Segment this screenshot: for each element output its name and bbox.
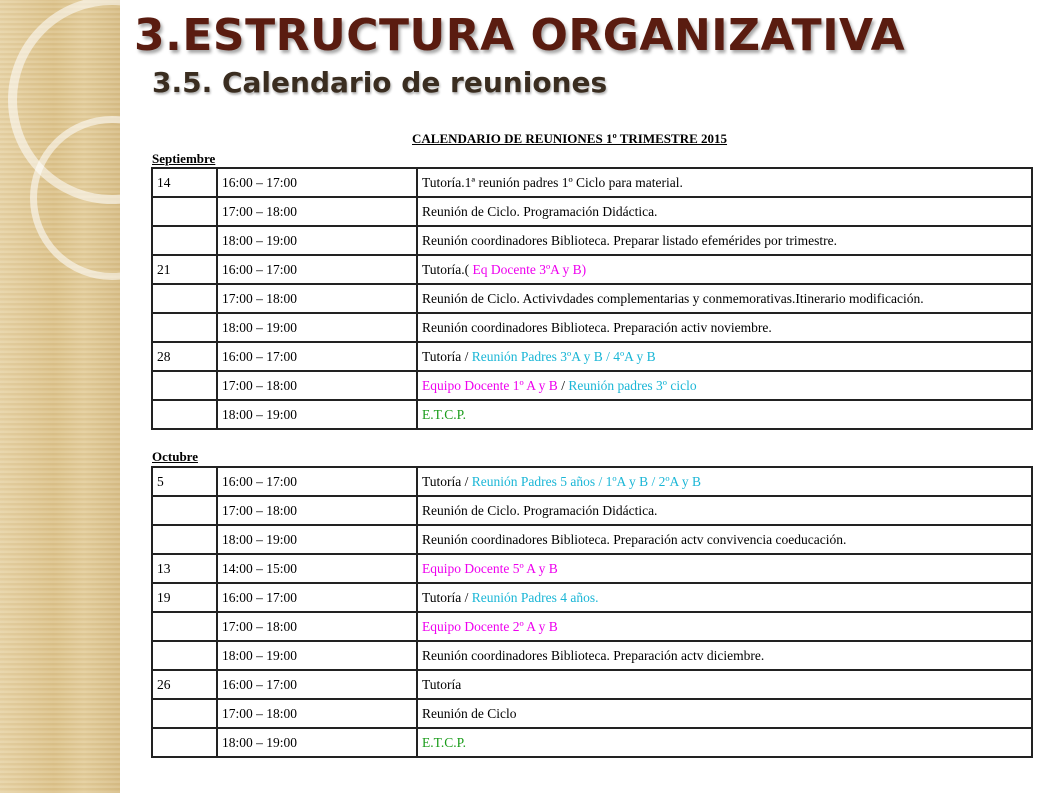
description-text: / bbox=[557, 377, 569, 393]
table-row bbox=[152, 342, 1032, 371]
day-cell: 5 bbox=[152, 467, 217, 496]
description-text: Reunión coordinadores Biblioteca. Preparación actv convivencia coeducación. bbox=[422, 531, 847, 547]
day-cell bbox=[152, 525, 217, 554]
slide-titles bbox=[134, 10, 905, 100]
time-cell: 17:00 – 18:00 bbox=[217, 612, 417, 641]
description-text: Equipo Docente 5º A y B bbox=[422, 560, 558, 576]
description-cell bbox=[417, 226, 1032, 255]
table-row bbox=[152, 670, 1032, 699]
description-text: Reunión coordinadores Biblioteca. Preparación activ noviembre. bbox=[422, 319, 772, 335]
table-row bbox=[152, 496, 1032, 525]
time-cell: 16:00 – 17:00 bbox=[217, 168, 417, 197]
time-cell: 16:00 – 17:00 bbox=[217, 467, 417, 496]
table-row bbox=[152, 612, 1032, 641]
day-cell: 19 bbox=[152, 583, 217, 612]
table-row bbox=[152, 699, 1032, 728]
description-cell bbox=[417, 583, 1032, 612]
table-row bbox=[152, 197, 1032, 226]
table-row bbox=[152, 226, 1032, 255]
description-cell bbox=[417, 525, 1032, 554]
table-row bbox=[152, 525, 1032, 554]
description-cell bbox=[417, 699, 1032, 728]
september-table bbox=[151, 167, 1033, 430]
day-cell: 13 bbox=[152, 554, 217, 583]
day-cell bbox=[152, 226, 217, 255]
description-text: Eq Docente 3ºA y B) bbox=[472, 261, 587, 277]
description-text: Tutoría.1ª reunión padres 1º Ciclo para material. bbox=[422, 174, 683, 190]
description-text: Reunión de Ciclo bbox=[422, 705, 517, 721]
month-label-octubre: Octubre bbox=[152, 449, 198, 464]
table-row bbox=[152, 583, 1032, 612]
time-cell: 17:00 – 18:00 bbox=[217, 371, 417, 400]
description-text: Equipo Docente 1º A y B bbox=[422, 377, 558, 393]
time-cell: 18:00 – 19:00 bbox=[217, 400, 417, 429]
description-cell bbox=[417, 400, 1032, 429]
description-cell bbox=[417, 728, 1032, 757]
table-row bbox=[152, 168, 1032, 197]
description-text: E.T.C.P. bbox=[422, 406, 467, 422]
table-row bbox=[152, 255, 1032, 284]
day-cell bbox=[152, 400, 217, 429]
day-cell bbox=[152, 699, 217, 728]
description-cell bbox=[417, 284, 1032, 313]
description-text: Tutoría / bbox=[422, 473, 472, 489]
description-text: E.T.C.P. bbox=[422, 734, 467, 750]
description-text: Reunión coordinadores Biblioteca. Preparar listado efemérides por trimestre. bbox=[422, 232, 837, 248]
time-cell: 17:00 – 18:00 bbox=[217, 699, 417, 728]
description-cell bbox=[417, 496, 1032, 525]
october-table bbox=[151, 466, 1033, 758]
description-cell bbox=[417, 670, 1032, 699]
table-row bbox=[152, 641, 1032, 670]
day-cell bbox=[152, 284, 217, 313]
table-row bbox=[152, 371, 1032, 400]
day-cell bbox=[152, 197, 217, 226]
day-cell: 21 bbox=[152, 255, 217, 284]
time-cell: 18:00 – 19:00 bbox=[217, 728, 417, 757]
day-cell: 14 bbox=[152, 168, 217, 197]
description-text: Reunión de Ciclo. Programación Didáctica. bbox=[422, 203, 658, 219]
table-row bbox=[152, 554, 1032, 583]
time-cell: 18:00 – 19:00 bbox=[217, 226, 417, 255]
description-cell bbox=[417, 467, 1032, 496]
time-cell: 16:00 – 17:00 bbox=[217, 255, 417, 284]
description-cell bbox=[417, 612, 1032, 641]
calendar-title: CALENDARIO DE REUNIONES 1º TRIMESTRE 2015 bbox=[412, 131, 728, 146]
description-cell bbox=[417, 168, 1032, 197]
time-cell: 18:00 – 19:00 bbox=[217, 641, 417, 670]
day-cell: 28 bbox=[152, 342, 217, 371]
description-text: Tutoría bbox=[422, 676, 462, 692]
day-cell: 26 bbox=[152, 670, 217, 699]
description-text: Reunión Padres 3ºA y B / 4ºA y B bbox=[471, 348, 656, 364]
description-text: Tutoría / bbox=[422, 589, 472, 605]
time-cell: 18:00 – 19:00 bbox=[217, 313, 417, 342]
day-cell bbox=[152, 371, 217, 400]
table-row bbox=[152, 313, 1032, 342]
slide-subtitle: 3.5. Calendario de reuniones bbox=[152, 66, 608, 99]
day-cell bbox=[152, 612, 217, 641]
day-cell bbox=[152, 313, 217, 342]
description-text: Reunión Padres 5 años / 1ºA y B / 2ºA y B bbox=[471, 473, 702, 489]
description-text: Reunión padres 3º ciclo bbox=[568, 377, 697, 393]
description-text: Reunión de Ciclo. Activivdades complementarias y conmemorativas.Itinerario modificación. bbox=[422, 290, 924, 306]
time-cell: 16:00 – 17:00 bbox=[217, 342, 417, 371]
time-cell: 17:00 – 18:00 bbox=[217, 284, 417, 313]
time-cell: 14:00 – 15:00 bbox=[217, 554, 417, 583]
description-cell bbox=[417, 255, 1032, 284]
table-row bbox=[152, 467, 1032, 496]
time-cell: 17:00 – 18:00 bbox=[217, 496, 417, 525]
time-cell: 17:00 – 18:00 bbox=[217, 197, 417, 226]
table-row bbox=[152, 284, 1032, 313]
description-text: Tutoría / bbox=[422, 348, 472, 364]
month-label-septiembre: Septiembre bbox=[152, 151, 216, 166]
description-cell bbox=[417, 197, 1032, 226]
description-text: Tutoría.( bbox=[422, 261, 473, 277]
description-text: Reunión de Ciclo. Programación Didáctica. bbox=[422, 502, 658, 518]
day-cell bbox=[152, 641, 217, 670]
time-cell: 16:00 – 17:00 bbox=[217, 670, 417, 699]
day-cell bbox=[152, 496, 217, 525]
table-row bbox=[152, 728, 1032, 757]
time-cell: 18:00 – 19:00 bbox=[217, 525, 417, 554]
slide-title: 3.ESTRUCTURA ORGANIZATIVA bbox=[134, 10, 906, 61]
time-cell: 16:00 – 17:00 bbox=[217, 583, 417, 612]
description-cell bbox=[417, 554, 1032, 583]
description-text: Equipo Docente 2º A y B bbox=[422, 618, 558, 634]
description-cell bbox=[417, 641, 1032, 670]
table-row bbox=[152, 400, 1032, 429]
description-text: Reunión coordinadores Biblioteca. Preparación actv diciembre. bbox=[422, 647, 765, 663]
description-text: Reunión Padres 4 años. bbox=[471, 589, 599, 605]
description-cell bbox=[417, 342, 1032, 371]
description-cell bbox=[417, 371, 1032, 400]
description-cell bbox=[417, 313, 1032, 342]
decorative-sidebar bbox=[0, 0, 120, 793]
day-cell bbox=[152, 728, 217, 757]
